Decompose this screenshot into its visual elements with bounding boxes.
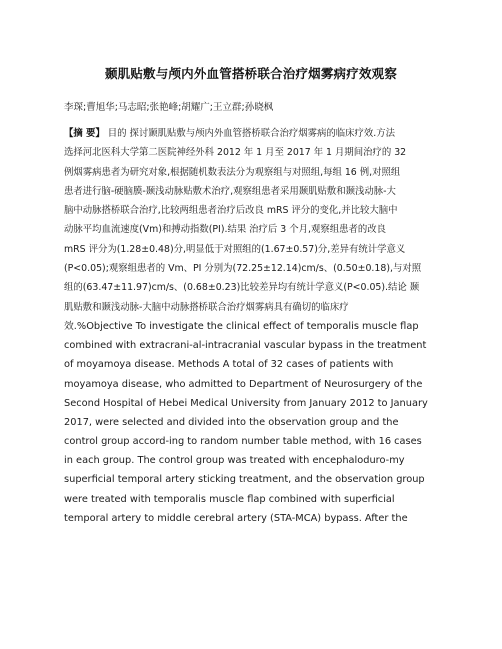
abstract-line: moyamoya disease, who admitted to Department of Neurosurgery of the	[64, 378, 423, 390]
abstract-line: 脑中动脉搭桥联合治疗,比较两组患者治疗后改良 mRS 评分的变化,并比较大脑中	[64, 205, 398, 217]
abstract-line: mRS 评分为(1.28±0.48)分,明显低于对照组的(1.67±0.57)分,差异有统计学意义	[64, 243, 406, 255]
abstract-label: 【摘 要】	[64, 128, 105, 139]
abstract-line: 肌贴敷和颞浅动脉-大脑中动脉搭桥联合治疗烟雾病具有确切的临床疗	[64, 301, 349, 313]
abstract-line: 患者进行脑-硬脑膜-颞浅动脉贴敷术治疗,观察组患者采用颞肌贴敷和颞浅动脉-大	[64, 185, 396, 197]
abstract-line: (P<0.05);观察组患者的 Vm、PI 分别为(72.25±12.14)cm/s、(0.50±0.18),与对照	[64, 263, 422, 275]
abstract-line	[64, 124, 444, 143]
abstract-line: control group accord-ing to random number table method, with 16 cases	[64, 436, 422, 448]
abstract-line: temporal artery to middle cerebral artery (STA-MCA) bypass. After the	[64, 512, 408, 524]
abstract-line-text: 目的 探讨颞肌贴敷与颅内外血管搭桥联合治疗烟雾病的临床疗效.方法	[107, 128, 395, 139]
abstract-line: in each group. The control group was treated with encephaloduro-my	[64, 455, 405, 467]
paper-title: 颞肌贴敷与颅内外血管搭桥联合治疗烟雾病疗效观察	[104, 66, 398, 81]
abstract-line: 动脉平均血流速度(Vm)和搏动指数(PI).结果 治疗后 3 个月,观察组患者的改良	[64, 224, 386, 236]
abstract-line: superficial temporal artery sticking treatment, and the observation group	[64, 474, 425, 486]
abstract-line: 2017, were selected and divided into the observation group and the	[64, 416, 399, 428]
abstract-line: 效.%Objective To investigate the clinical effect of temporalis muscle flap	[64, 320, 419, 332]
abstract-line: Second Hospital of Hebei Medical University from January 2012 to January	[64, 397, 428, 409]
abstract-line: were treated with temporalis muscle flap combined with superficial	[64, 493, 395, 505]
abstract-line: 组的(63.47±11.97)cm/s、(0.68±0.23)比较差异均有统计学意义(P<0.05).结论 颞	[64, 282, 420, 294]
abstract-line: 例烟雾病患者为研究对象,根据随机数表法分为观察组与对照组,每组 16 例,对照组	[64, 166, 401, 178]
abstract-line: of moyamoya disease. Methods A total of 32 cases of patients with	[64, 359, 394, 371]
abstract-line: combined with extracrani-al-intracranial vascular bypass in the treatment	[64, 340, 427, 352]
abstract	[64, 124, 444, 528]
author-list: 李琛;曹旭华;马志昭;张艳峰;胡耀广;王立群;孙晓枫	[64, 102, 274, 113]
abstract-line: 选择河北医科大学第二医院神经外科 2012 年 1 月至 2017 年 1 月期间治疗的 32	[64, 147, 407, 159]
